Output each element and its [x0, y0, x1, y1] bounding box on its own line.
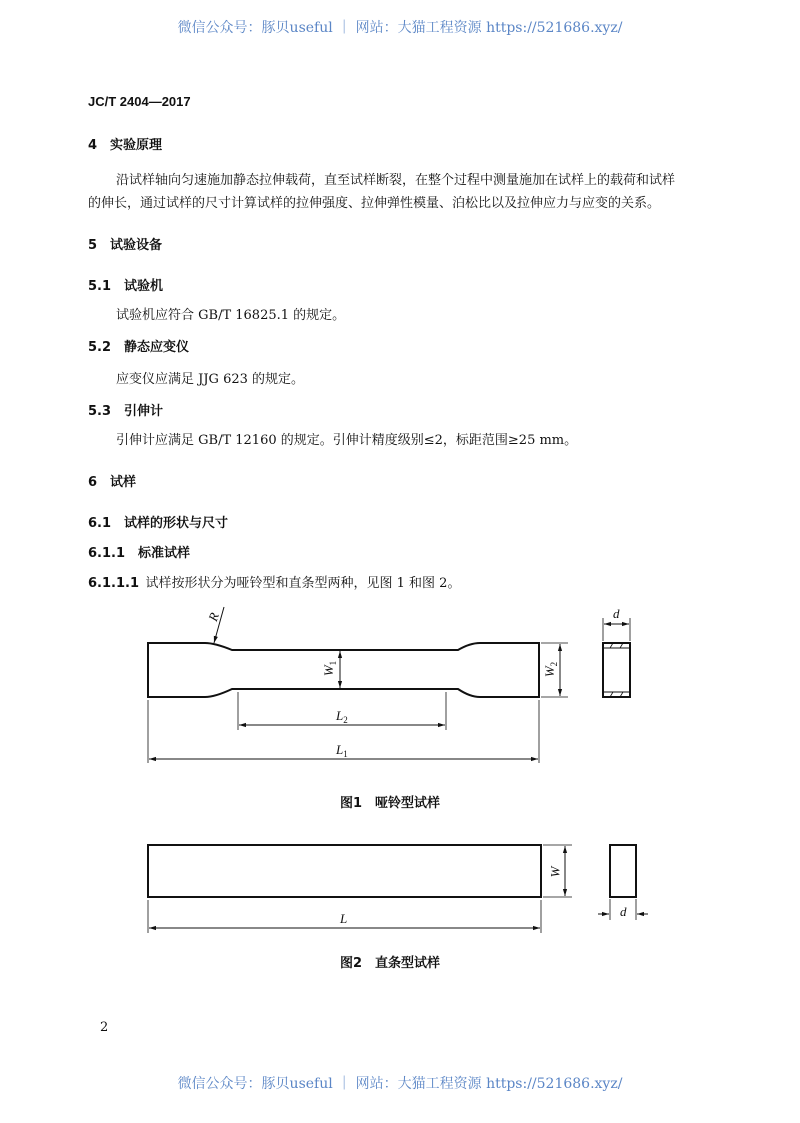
label-w2: $W_2$ — [542, 661, 560, 678]
paragraph-line: 的伸长，通过试样的尺寸计算试样的拉伸强度、拉伸弹性模量、泊松比以及拉伸应力与应变的关系。 — [88, 196, 661, 211]
section-title: 引伸计 — [124, 404, 164, 419]
document-code: JC/T 2404—2017 — [88, 94, 191, 109]
section-title: 标准试样 — [138, 546, 191, 561]
section-number: 5.2 — [88, 340, 112, 355]
section-text: 试样按形状分为哑铃型和直条型两种，见图 1 和图 2。 — [145, 576, 461, 591]
straight-outline — [148, 845, 541, 897]
label-w1: $W_1$ — [321, 660, 339, 677]
section-number: 6.1.1 — [88, 546, 126, 561]
label-w: W — [547, 866, 563, 878]
figure2-straight-specimen — [148, 845, 648, 933]
section-number: 4 — [88, 138, 98, 153]
label-l1: $L_1$ — [336, 742, 348, 759]
dumbbell-cross-section — [603, 643, 630, 697]
figure1-dumbbell-specimen — [148, 607, 630, 763]
section-number: 6.1.1.1 — [88, 576, 139, 591]
section-number: 5.3 — [88, 404, 112, 419]
watermark-footer: 微信公众号：豚贝useful ｜ 网站：大猫工程资源 https://521686.xyz/ — [177, 1076, 623, 1092]
figure1-caption: 图1 哑铃型试样 — [340, 796, 441, 811]
section-number: 6 — [88, 475, 98, 490]
section-title: 试样的形状与尺寸 — [124, 516, 229, 531]
paragraph: 引伸计应满足 GB/T 12160 的规定。引伸计精度级别≤2，标距范围≥25 mm。 — [116, 433, 578, 448]
section-number: 5.1 — [88, 279, 112, 294]
section-title: 试验机 — [124, 279, 164, 294]
section-title: 试样 — [110, 475, 137, 490]
dumbbell-outline — [148, 643, 539, 697]
section-title: 实验原理 — [110, 138, 163, 153]
page-number: 2 — [100, 1020, 109, 1035]
label-d: d — [620, 904, 627, 919]
label-r: R — [205, 610, 222, 624]
paragraph-line: 沿试样轴向匀速施加静态拉伸载荷，直至试样断裂，在整个过程中测量施加在试样上的载荷和试样 — [116, 173, 676, 188]
label-d: d — [613, 606, 620, 621]
label-l2: $L_2$ — [336, 708, 348, 725]
watermark-header: 微信公众号：豚贝useful ｜ 网站：大猫工程资源 https://521686.xyz/ — [177, 20, 623, 36]
straight-cross-section — [610, 845, 636, 897]
figure2-caption: 图2 直条型试样 — [340, 956, 441, 971]
section-number: 5 — [88, 238, 98, 253]
section-title: 静态应变仪 — [124, 340, 190, 355]
label-l: L — [340, 911, 348, 926]
paragraph: 试验机应符合 GB/T 16825.1 的规定。 — [116, 308, 346, 323]
paragraph: 应变仪应满足 JJG 623 的规定。 — [116, 372, 305, 387]
section-title: 试验设备 — [110, 238, 163, 253]
section-number: 6.1 — [88, 516, 112, 531]
